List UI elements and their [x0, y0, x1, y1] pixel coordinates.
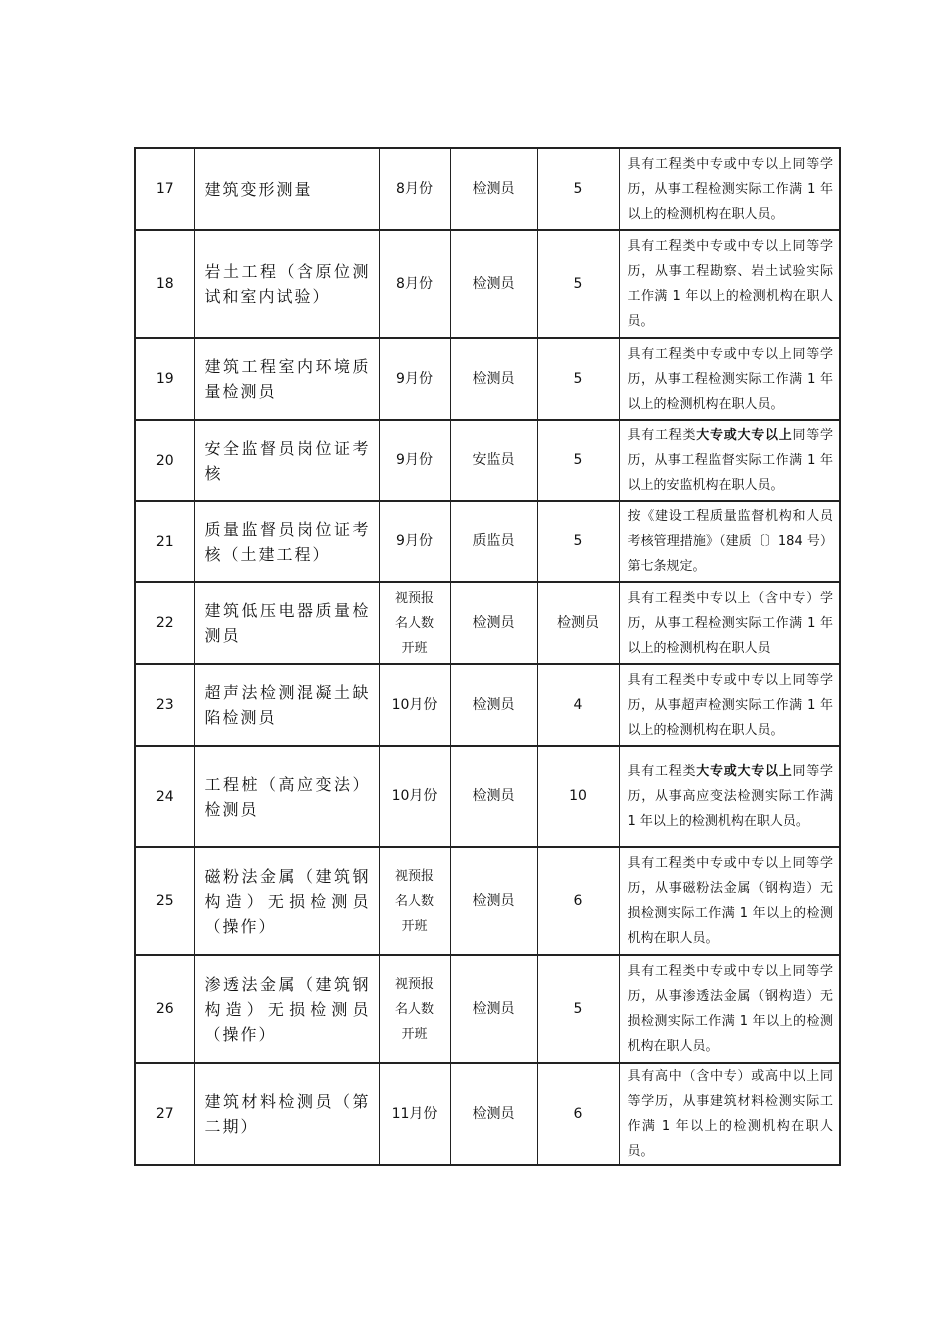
trainee-role: 检测员 [450, 338, 537, 420]
requirement-text: 具有工程类中专或中专以上同等学历，从事工程勘察、岩土试验实际工作满 1 年以上的检测机构在职人员。 [627, 239, 833, 329]
requirement-text: 具有高中（含中专）或高中以上同等学历，从事建筑材料检测实际工作满 1 年以上的检测机构在职人员。 [627, 1069, 833, 1159]
table-row [135, 420, 840, 501]
course-name: 建筑工程室内环境质量检测员 [194, 338, 379, 420]
trainee-role: 检测员 [450, 847, 537, 955]
training-days: 6 [537, 1063, 619, 1165]
trainee-role: 检测员 [450, 230, 537, 338]
requirement-emphasis: 大专或大专以上 [696, 764, 793, 779]
training-days: 5 [537, 230, 619, 338]
trainee-role: 安监员 [450, 420, 537, 501]
eligibility-requirements [619, 420, 840, 501]
training-days: 5 [537, 501, 619, 582]
training-days: 5 [537, 338, 619, 420]
row-number: 25 [135, 847, 194, 955]
eligibility-requirements [619, 501, 840, 582]
training-days: 5 [537, 955, 619, 1063]
requirement-text: 具有工程类中专或中专以上同等学历，从事工程检测实际工作满 1 年以上的检测机构在职人员。 [627, 346, 833, 412]
schedule-time: 9月份 [379, 420, 450, 501]
trainee-role: 检测员 [450, 582, 537, 664]
requirement-emphasis: 大专或大专以上 [696, 428, 793, 443]
row-number: 20 [135, 420, 194, 501]
course-name: 建筑低压电器质量检测员 [194, 582, 379, 664]
training-schedule-table [134, 147, 841, 1166]
course-name: 质量监督员岗位证考核（土建工程） [194, 501, 379, 582]
schedule-time: 8月份 [379, 230, 450, 338]
course-name: 工程桩（高应变法）检测员 [194, 746, 379, 847]
requirement-text: 具有工程类中专以上（含中专）学历，从事工程检测实际工作满 1 年以上的检测机构在职人员 [627, 590, 833, 656]
trainee-role: 检测员 [450, 1063, 537, 1165]
course-name: 磁粉法金属（建筑钢构造）无损检测员（操作） [194, 847, 379, 955]
table-row [135, 955, 840, 1063]
course-name: 建筑变形测量 [194, 148, 379, 230]
trainee-role: 检测员 [450, 746, 537, 847]
schedule-time-text: 视预报名人数开班 [394, 868, 434, 934]
table-row [135, 338, 840, 420]
schedule-time-text: 视预报名人数开班 [394, 590, 434, 656]
course-name: 安全监督员岗位证考核 [194, 420, 379, 501]
schedule-time: 8月份 [379, 148, 450, 230]
schedule-time [379, 847, 450, 955]
schedule-time-text: 视预报名人数开班 [394, 976, 434, 1042]
eligibility-requirements [619, 1063, 840, 1165]
row-number: 22 [135, 582, 194, 664]
schedule-time: 10月份 [379, 664, 450, 746]
requirement-text: 具有工程类中专或中专以上同等学历，从事渗透法金属（钢构造）无损检测实际工作满 1 年以上的检测机构在职人员。 [627, 964, 833, 1054]
row-number: 27 [135, 1063, 194, 1165]
table-row [135, 746, 840, 847]
requirement-text: 按《建设工程质量监督机构和人员考核管理措施》（建质〔〕184 号）第七条规定。 [627, 509, 833, 574]
row-number: 24 [135, 746, 194, 847]
table-row [135, 501, 840, 582]
requirement-text: 具有工程类中专或中专以上同等学历，从事工程检测实际工作满 1 年以上的检测机构在职人员。 [627, 156, 833, 222]
row-number: 19 [135, 338, 194, 420]
training-days: 4 [537, 664, 619, 746]
table-row [135, 148, 840, 230]
schedule-time: 9月份 [379, 501, 450, 582]
eligibility-requirements [619, 230, 840, 338]
eligibility-requirements [619, 664, 840, 746]
trainee-role: 质监员 [450, 501, 537, 582]
schedule-time: 9月份 [379, 338, 450, 420]
course-name: 渗透法金属（建筑钢构造）无损检测员（操作） [194, 955, 379, 1063]
row-number: 17 [135, 148, 194, 230]
schedule-time [379, 955, 450, 1063]
table-row [135, 664, 840, 746]
course-name: 超声法检测混凝土缺陷检测员 [194, 664, 379, 746]
eligibility-requirements [619, 746, 840, 847]
eligibility-requirements [619, 582, 840, 664]
table-row [135, 847, 840, 955]
schedule-time [379, 582, 450, 664]
table-body [135, 148, 840, 1165]
requirement-text: 具有工程类中专或中专以上同等学历，从事超声检测实际工作满 1 年以上的检测机构在职人员。 [627, 672, 833, 738]
row-number: 21 [135, 501, 194, 582]
row-number: 23 [135, 664, 194, 746]
row-number: 26 [135, 955, 194, 1063]
training-days: 5 [537, 420, 619, 501]
requirement-text: 同等学历，从事高应变法检测实际工作满 1 年以上的检测机构在职人员。 [627, 764, 833, 829]
table-row [135, 1063, 840, 1165]
trainee-role: 检测员 [450, 148, 537, 230]
training-days: 10 [537, 746, 619, 847]
requirement-text: 具有工程类中专或中专以上同等学历，从事磁粉法金属（钢构造）无损检测实际工作满 1 年以上的检测机构在职人员。 [627, 856, 833, 946]
eligibility-requirements [619, 148, 840, 230]
eligibility-requirements [619, 338, 840, 420]
eligibility-requirements [619, 847, 840, 955]
table-row [135, 582, 840, 664]
requirement-text: 同等学历，从事工程监督实际工作满 1 年以上的安监机构在职人员。 [627, 428, 833, 493]
eligibility-requirements [619, 955, 840, 1063]
schedule-time: 11月份 [379, 1063, 450, 1165]
requirement-text: 具有工程类 [627, 428, 697, 443]
training-days: 5 [537, 148, 619, 230]
training-days: 6 [537, 847, 619, 955]
course-name: 岩土工程（含原位测试和室内试验） [194, 230, 379, 338]
training-days: 检测员 [537, 582, 619, 664]
schedule-time: 10月份 [379, 746, 450, 847]
table-row [135, 230, 840, 338]
trainee-role: 检测员 [450, 664, 537, 746]
trainee-role: 检测员 [450, 955, 537, 1063]
requirement-text: 具有工程类 [627, 764, 697, 779]
course-name: 建筑材料检测员（第二期） [194, 1063, 379, 1165]
row-number: 18 [135, 230, 194, 338]
